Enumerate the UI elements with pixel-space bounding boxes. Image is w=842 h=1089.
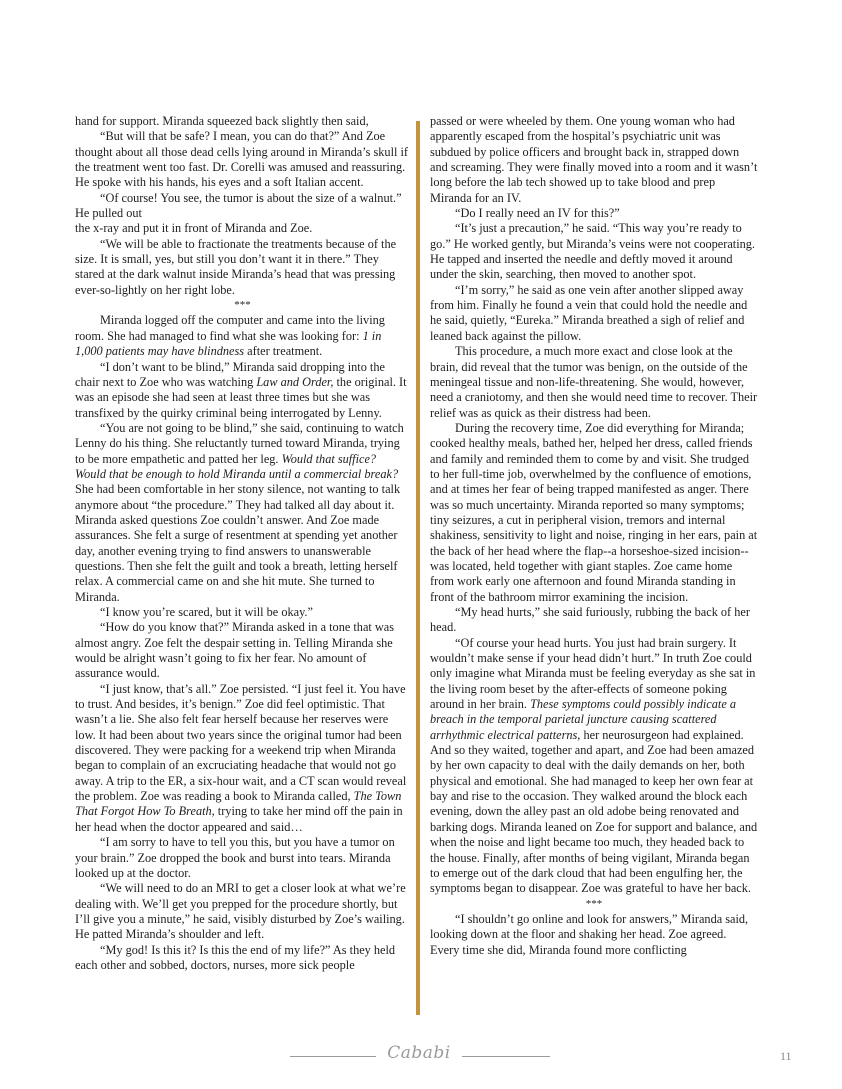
- text-run: Miranda logged off the computer and came into the living room. She had managed to find what she was looking for:: [75, 313, 385, 343]
- text-run: “You are not going to be blind,” she said, continuing to watch Lenny do his thing. She reluctantly turned toward Miranda, trying to be more empathetic and patted her leg.: [75, 420, 404, 466]
- right-text-column: [430, 114, 758, 958]
- page-number: 11: [780, 1049, 792, 1063]
- text-run: her neurosurgeon had explained. And so they waited, together and apart, and Zoe had been amazed by her own capacity to deal with the daily demands on her, both physical and emotional. She had managed to keep her own fear at bay and rise to the occasion. They walked around the block each evening, down the alley past an old adobe being renovated and barking dogs. Miranda leaned on Zoe for support and balance, and when the noise and light became too much, they headed back to the house. Finally, after months of being vigilant, Miranda began to emerge out of the dark cloud that had been engulfing her, the symptoms began to disappear. Zoe was grateful to have her back.: [430, 727, 758, 896]
- paragraph: “It’s just a precaution,” he said. “This way you’re ready to go.” He worked gently, but Miranda’s veins were not cooperating. He tapped and inserted the needle and deftly moved it around under the skin, searching, then moved to another spot.: [430, 221, 755, 282]
- section-separator: ***: [585, 897, 603, 910]
- paragraph: During the recovery time, Zoe did everything for Miranda; cooked healthy meals, bathed her, helped her dress, called friends and family and reminded them to come by and visit. She trudged to her full-time job, overwhelmed by the confluence of emotions, and at times her fear of being trapped manifested as anger. There was so much uncertainty. Miranda reported so many symptoms; tiny seizures, a cut in peripheral vision, tremors and internal shakiness, sensitivity to light and noise, ringing in her ears, pain at the back of her head where the flap--a horseshoe-sized incision--was located, held together with giant staples. Zoe came home from work early one afternoon and found Miranda standing in front of the bathroom mirror examining the incision.: [430, 420, 758, 604]
- text-run: “I just know, that’s all.” Zoe persisted. “I just feel it. You have to trust. And besides, it’s benign.” Zoe did feel optimistic. That wasn’t a lie. She also felt fear herself because her reserves were low. It had been about two years since the original tumor had been discovered. They were packing for a weekend trip when Miranda began to complain of an excruciating headache that would not go away. A trip to the ER, a six-hour wait, and a CT scan would reveal the problem. Zoe was reading a book to Miranda called,: [75, 681, 407, 804]
- italic-text: These symptoms could possibly indicate a breach in the temporal parietal juncture causing scattered arrhythmic electrical patterns,: [430, 697, 737, 742]
- paragraph: “Of course! You see, the tumor is about the size of a walnut.” He pulled out: [75, 190, 402, 221]
- italic-text: 1 in 1,000 patients may have blindness: [75, 328, 382, 359]
- footer-rule-left: [290, 1056, 376, 1057]
- paragraph: “We will need to do an MRI to get a closer look at what we’re dealing with. We’ll get you prepped for the procedure shortly, but I’ll give you a minute,” he said, visibly disturbed by Zoe’s wailing. He patted Miranda’s shoulder and left.: [75, 881, 406, 942]
- paragraph: “How do you know that?” Miranda asked in a tone that was almost angry. Zoe felt the despair setting in. Telling Miranda she would be alright wasn’t going to fix her fear. No amount of assurance would.: [75, 620, 395, 681]
- paragraph: “But will that be safe? I mean, you can do that?” And Zoe thought about all those dead cells lying around in Miranda’s skull if the treatment went too fast. Dr. Corelli was amused and reassuring. He spoke with his hands, his eyes and a soft Italian accent.: [75, 129, 408, 190]
- paragraph: [75, 313, 410, 359]
- footer-rule-right: [462, 1056, 550, 1057]
- text-run: “Of course your head hurts. You just had brain surgery. It wouldn’t make sense if your head didn’t hurt.” In truth Zoe could only imagine what Miranda must be feeling everyday as she sat in the living room beset by the after-effects of someone poking around in her brain.: [430, 635, 756, 712]
- paragraph: the x-ray and put it in front of Miranda and Zoe.: [75, 221, 313, 236]
- paragraph: “I am sorry to have to tell you this, but you have a tumor on your brain.” Zoe dropped the book and burst into tears. Miranda looked up at the doctor.: [75, 835, 395, 880]
- paragraph: passed or were wheeled by them. One young woman who had apparently escaped from the hospital’s psychiatric unit was subdued by police officers and brought back in, strapped down and screaming. They were finally moved into a room and it wasn’t long before the lab tech showed up to take blood and prep Miranda for an IV.: [430, 114, 758, 205]
- paragraph: [75, 682, 410, 835]
- text-run: the original. It was an episode she had seen at least three times but she was transfixed by the quirky criminal being interrogated by Lenny.: [75, 374, 407, 420]
- paragraph: [430, 636, 758, 897]
- paragraph: hand for support. Miranda squeezed back slightly then said,: [75, 114, 369, 128]
- italic-text: The Town That Forgot How To Breath,: [75, 789, 402, 819]
- italic-text: Would that suffice? Would that be enough to hold Miranda until a commercial break?: [75, 451, 399, 481]
- paragraph: “Do I really need an IV for this?”: [455, 206, 620, 221]
- paragraph: [75, 360, 410, 421]
- text-run: trying to take her mind off the pain in her head when the doctor appeared and said…: [75, 804, 403, 834]
- text-run: after treatment.: [244, 344, 323, 359]
- paragraph: This procedure, a much more exact and close look at the brain, did reveal that the tumor was benign, on the outside of the meningeal tissue and non-life-threatening. She would, however, need a craniotomy, and then she would need time to recover. Their relief was as quick as their distress had been.: [430, 344, 758, 420]
- section-separator: ***: [234, 299, 251, 312]
- paragraph: [75, 421, 410, 605]
- italic-text: Law and Order,: [256, 374, 334, 389]
- paragraph: “I’m sorry,” he said as one vein after another slipped away from him. Finally he found a vein that could hold the needle and he said, quietly, “Eureka.” Miranda breathed a sigh of relief and leaned back against the pillow.: [430, 282, 748, 343]
- column-divider: [416, 121, 420, 1015]
- paragraph: “My head hurts,” she said furiously, rubbing the back of her head.: [430, 605, 750, 635]
- paragraph: “I know you’re scared, but it will be okay.”: [100, 605, 313, 619]
- left-text-column: [75, 114, 410, 973]
- text-run: She had been comfortable in her stony silence, not wanting to talk anymore about “the procedure.” They had talked all day about it. Miranda asked questions Zoe couldn’t answer. And Zoe made assurances. She felt a surge of resentment at spending yet another day, another evening trying to find answers to unanswerable questions. Then she felt the guilt and took a breath, letting herself relax. A commercial came on and she hit mute. She turned to Miranda.: [75, 482, 401, 604]
- paragraph: “My god! Is this it? Is this the end of my life?” As they held each other and sobbed, doctors, nurses, more sick people: [75, 942, 396, 972]
- paragraph: “I shouldn’t go online and look for answers,” Miranda said, looking down at the floor and shaking her head. Zoe agreed. Every time she did, Miranda found more conflicting: [430, 911, 749, 957]
- paragraph: “We will be able to fractionate the treatments because of the size. It is small, yes, but still you don’t want it in there.” They stared at the dark walnut inside Miranda’s head that was pressing ever-so-lightly on her right lobe.: [75, 236, 397, 297]
- text-run: “I don’t want to be blind,” Miranda said dropping into the chair next to Zoe who was watching: [75, 359, 385, 389]
- footer-logo: Cababi: [387, 1043, 451, 1063]
